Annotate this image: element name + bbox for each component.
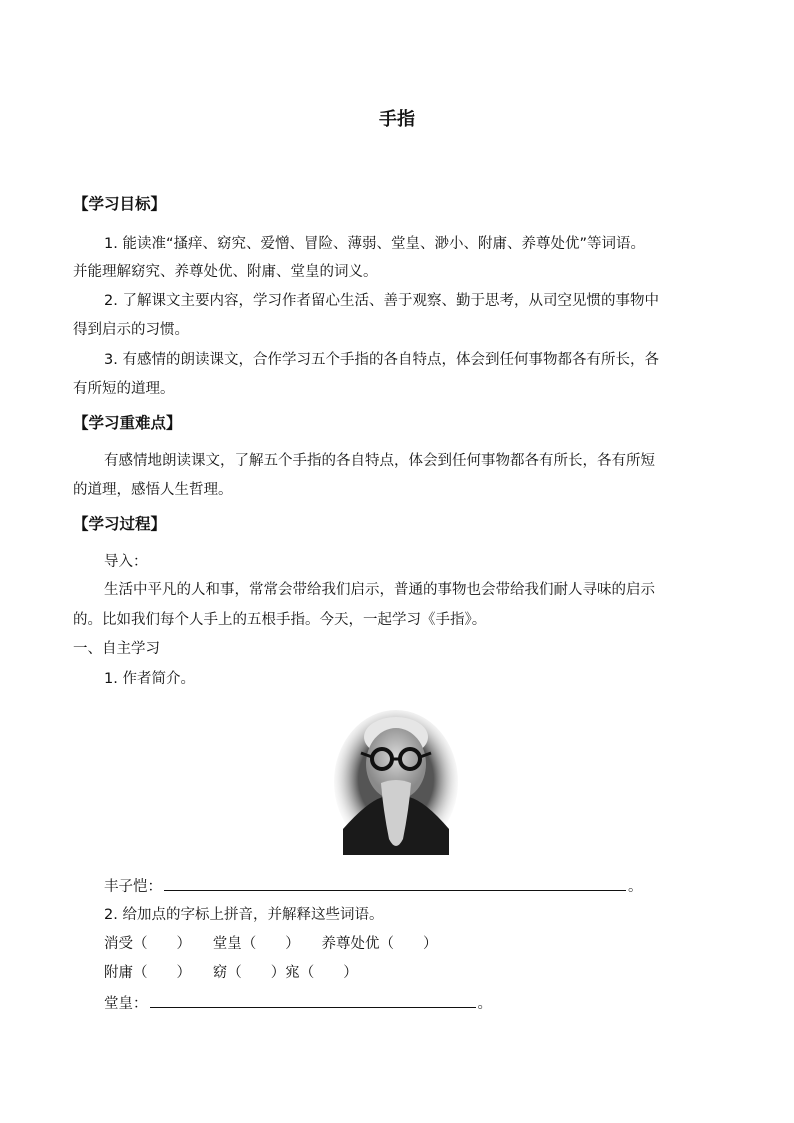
author-end-mark: 。 [628,879,643,895]
definition-label: 堂皇： [104,996,148,1012]
page-title: 手指 [379,109,415,130]
goal-1-line-2: 并能理解窈究、养尊处优、附庸、堂皇的词义。 [73,264,378,280]
item-1-author-intro: 1. 作者简介。 [104,671,195,687]
author-portrait [333,709,459,855]
part-1-heading: 一、自主学习 [73,641,160,657]
intro-label: 导入： [104,554,148,570]
section-heading-process: 【学习过程】 [73,515,167,533]
author-fill-line [104,876,643,897]
section-heading-key-points: 【学习重难点】 [73,414,182,432]
definition-answer-blank[interactable] [150,993,476,1008]
definition-fill-line [104,993,492,1014]
goal-3-line-1: 3. 有感情的朗读课文，合作学习五个手指的各自特点，体会到任何事物都各有所长，各 [104,352,659,368]
goal-2-line-2: 得到启示的习惯。 [73,322,189,338]
pinyin-row-1[interactable]: 消受（ ） 堂皇（ ） 养尊处优（ ） [104,936,438,952]
pinyin-row-2[interactable]: 附庸（ ） 窈（ ）宨（ ） [104,965,358,981]
item-2-pinyin-task: 2. 给加点的字标上拼音，并解释这些词语。 [104,907,384,923]
key-points-line-2: 的道理，感悟人生哲理。 [73,482,233,498]
intro-line-2: 的。比如我们每个人手上的五根手指。今天，一起学习《手指》。 [73,612,487,628]
definition-end-mark: 。 [477,996,492,1012]
goal-1-line-1: 1. 能读准“搔痒、窈究、爱憎、冒险、薄弱、堂皇、渺小、附庸、养尊处优”等词语。 [104,236,645,252]
author-answer-blank[interactable] [164,876,626,891]
key-points-line-1: 有感情地朗读课文，了解五个手指的各自特点，体会到任何事物都各有所长，各有所短 [104,453,655,469]
author-label: 丰子恺： [104,879,162,895]
goal-2-line-1: 2. 了解课文主要内容，学习作者留心生活、善于观察、勤于思考，从司空见惯的事物中 [104,293,659,309]
goal-3-line-2: 有所短的道理。 [73,381,175,397]
section-heading-goals: 【学习目标】 [73,195,167,213]
intro-line-1: 生活中平凡的人和事，常常会带给我们启示，普通的事物也会带给我们耐人寻味的启示 [104,582,655,598]
